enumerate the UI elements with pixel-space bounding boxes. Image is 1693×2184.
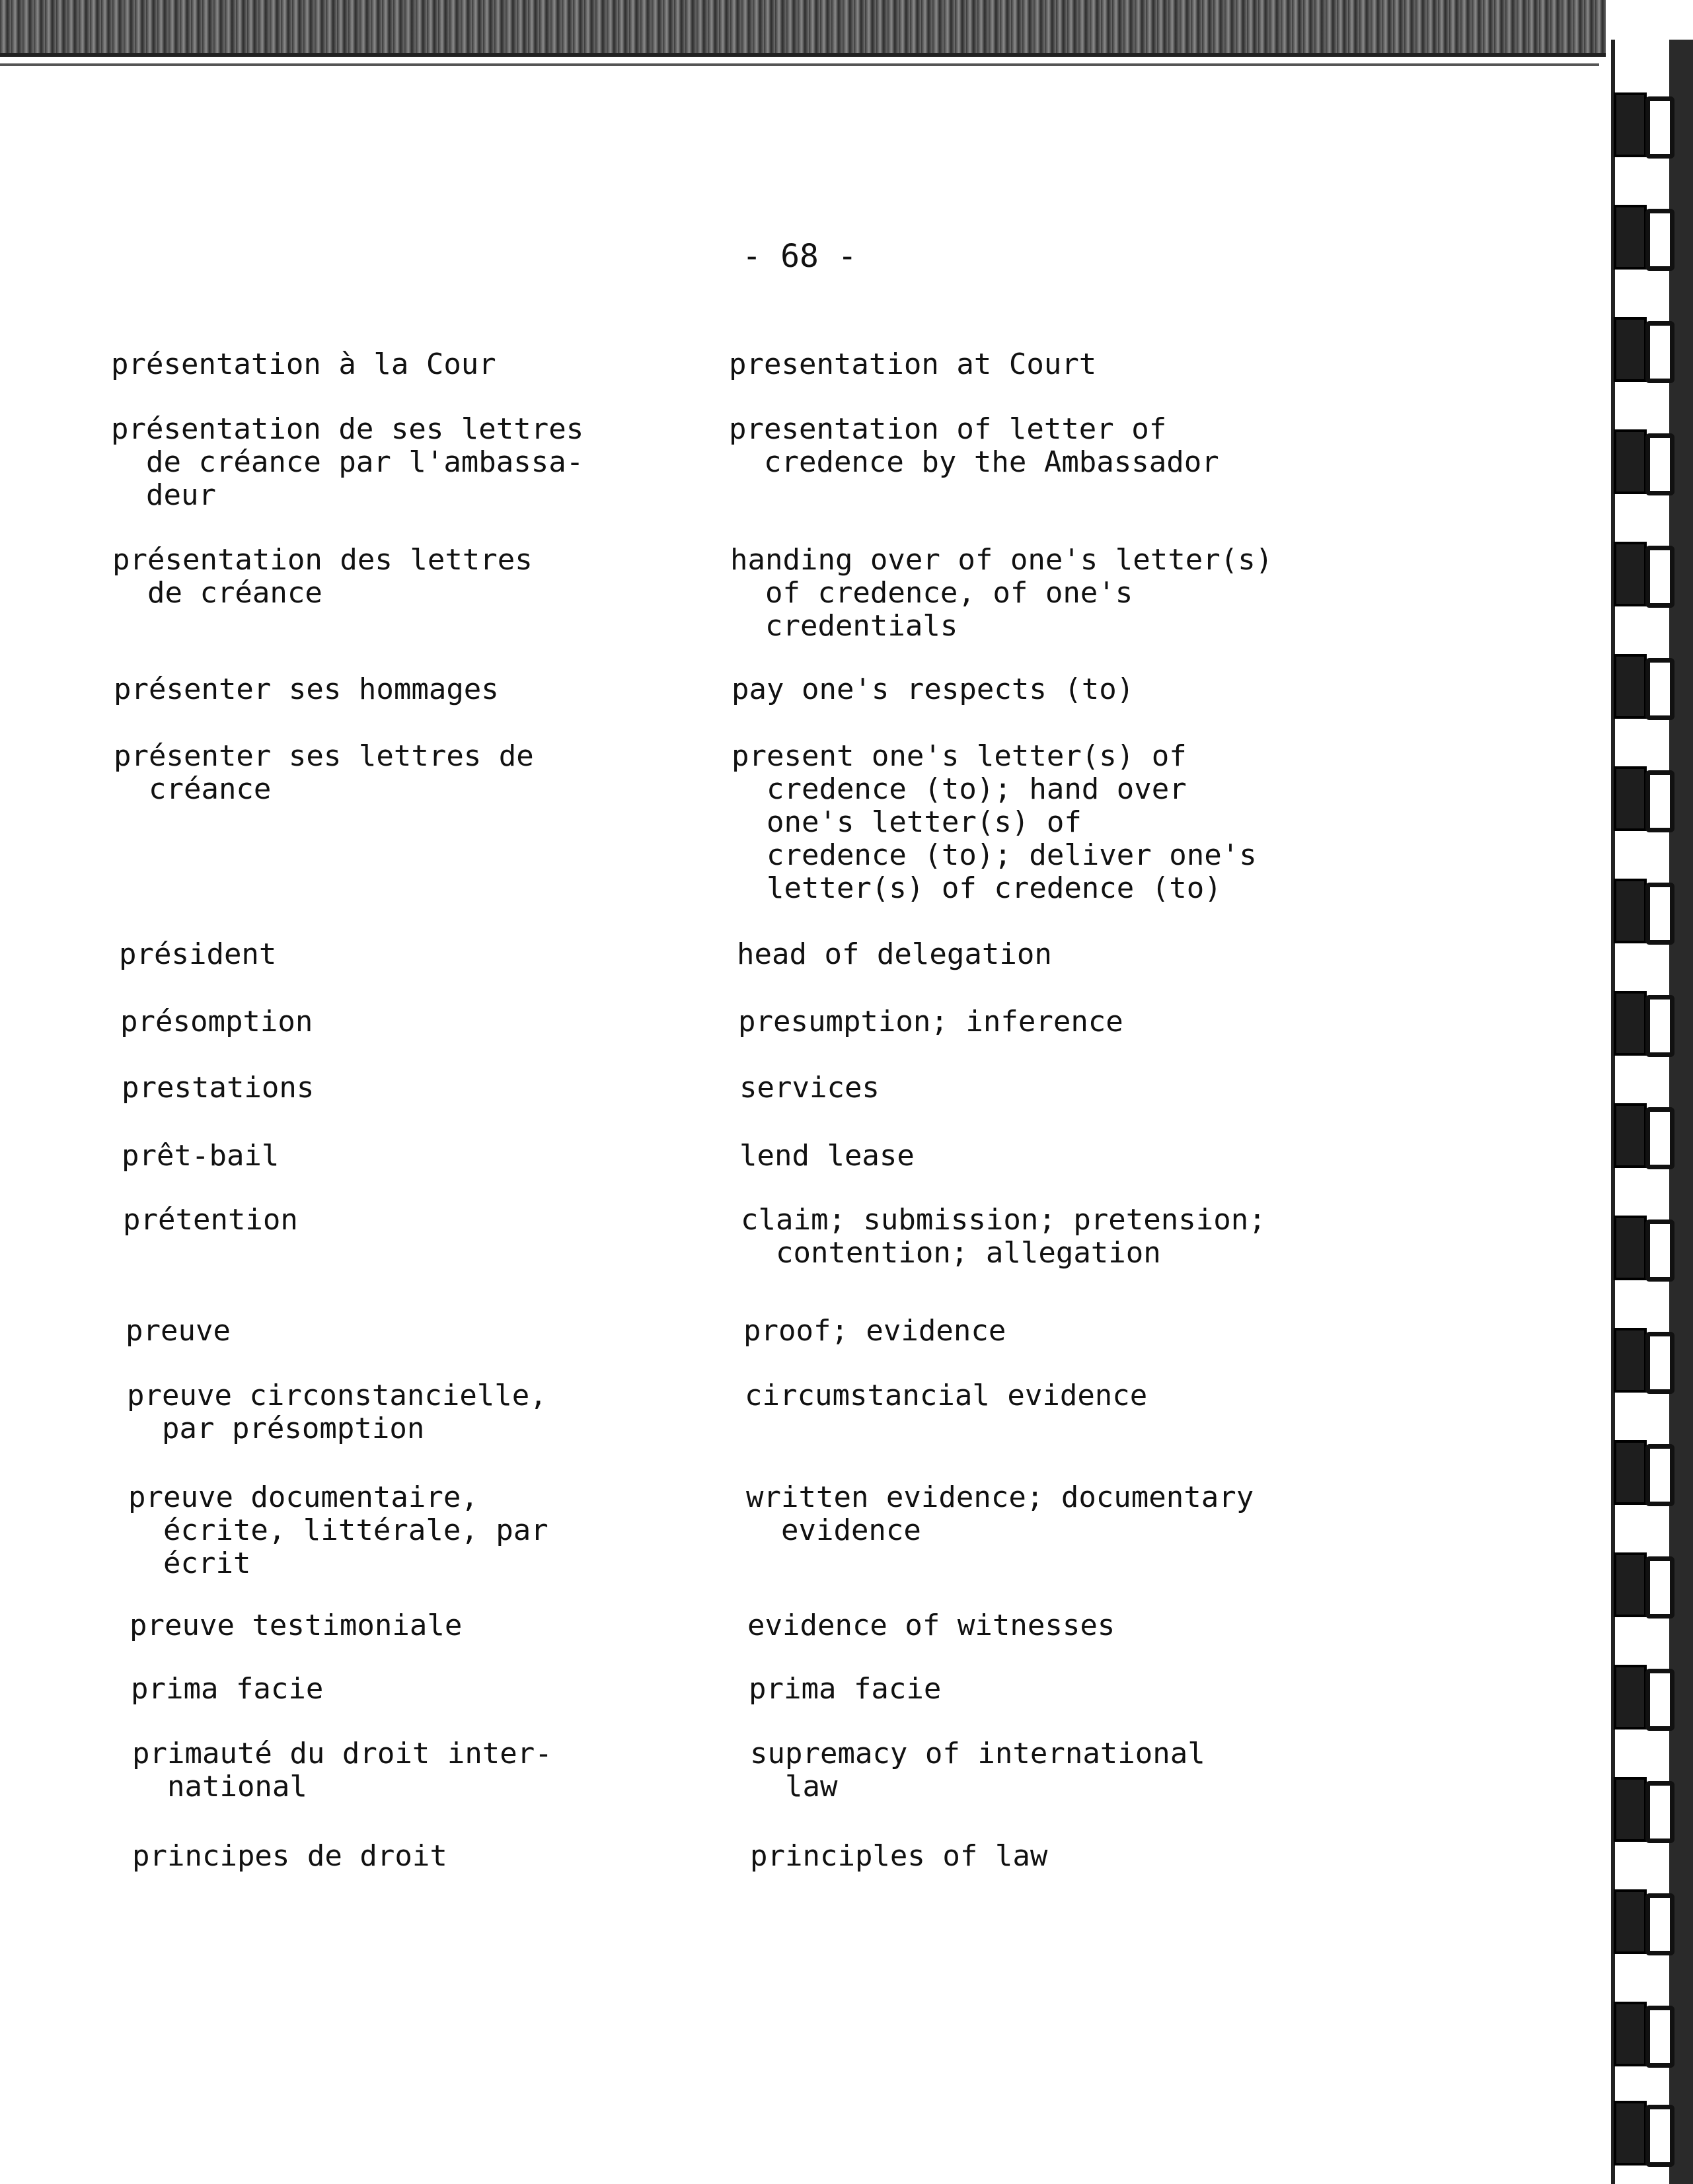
binding-ring [1614,2002,1671,2061]
binding-ring [1614,1440,1671,1500]
english-translation: principles of law [750,1839,1048,1873]
english-translation: written evidence; documentary evidence [746,1480,1254,1547]
french-term: preuve [126,1314,231,1348]
french-term: prima facie [131,1672,324,1706]
french-term: présenter ses lettres de créance [114,739,534,806]
french-term: présentation à la Cour [111,347,496,381]
english-translation: supremacy of international law [750,1737,1205,1803]
binding-ring [1614,1216,1671,1275]
spiral-binding [1607,40,1693,2184]
binding-ring [1614,991,1671,1050]
english-translation: lend lease [739,1139,915,1173]
french-term: présomption [120,1005,313,1038]
english-translation: handing over of one's letter(s) of credence, of one's credentials [730,543,1273,643]
french-term: prêt-bail [122,1139,280,1173]
french-term: prestations [122,1071,315,1105]
english-translation: head of delegation [737,937,1052,971]
binding-ring [1614,205,1671,264]
english-translation: present one's letter(s) of credence (to); hand over one's letter(s) of credence (to); deliver one's letter(s) of credence (to) [732,739,1257,905]
binding-ring [1614,92,1671,152]
binding-ring [1614,766,1671,826]
french-term: président [119,937,277,971]
french-term: présentation de ses lettres de créance par l'ambassa- deur [111,412,584,512]
english-translation: presentation of letter of credence by the Ambassador [729,412,1219,479]
binding-ring [1614,1328,1671,1387]
english-translation: circumstancial evidence [745,1379,1148,1412]
binding-ring [1614,1665,1671,1724]
french-term: présentation des lettres de créance [112,543,533,610]
english-translation: claim; submission; pretension; contention; allegation [741,1203,1266,1270]
french-term: preuve circonstancielle, par présomption [127,1379,547,1445]
french-term: présenter ses hommages [114,673,499,706]
french-term: preuve documentaire, écrite, littérale, par écrit [128,1480,548,1580]
english-translation: pay one's respects (to) [732,673,1135,706]
french-term: prétention [123,1203,298,1237]
binding-ring [1614,1103,1671,1163]
binding-ring [1614,1552,1671,1612]
binding-ring [1614,1777,1671,1837]
french-term: principes de droit [132,1839,447,1873]
binding-ring [1614,654,1671,713]
english-translation: services [739,1071,880,1105]
french-term: preuve testimoniale [130,1609,463,1642]
binding-ring [1614,2101,1671,2160]
english-translation: prima facie [749,1672,942,1706]
binding-ring [1614,429,1671,489]
binding-ring [1614,879,1671,938]
binding-ring [1614,542,1671,601]
binding-ring [1614,1889,1671,1949]
binding-ring [1614,317,1671,377]
page-number: - 68 - [742,238,857,275]
english-translation: proof; evidence [743,1314,1006,1348]
english-translation: presumption; inference [738,1005,1123,1038]
french-term: primauté du droit inter- national [132,1737,552,1803]
english-translation: presentation at Court [729,347,1097,381]
english-translation: evidence of witnesses [747,1609,1115,1642]
